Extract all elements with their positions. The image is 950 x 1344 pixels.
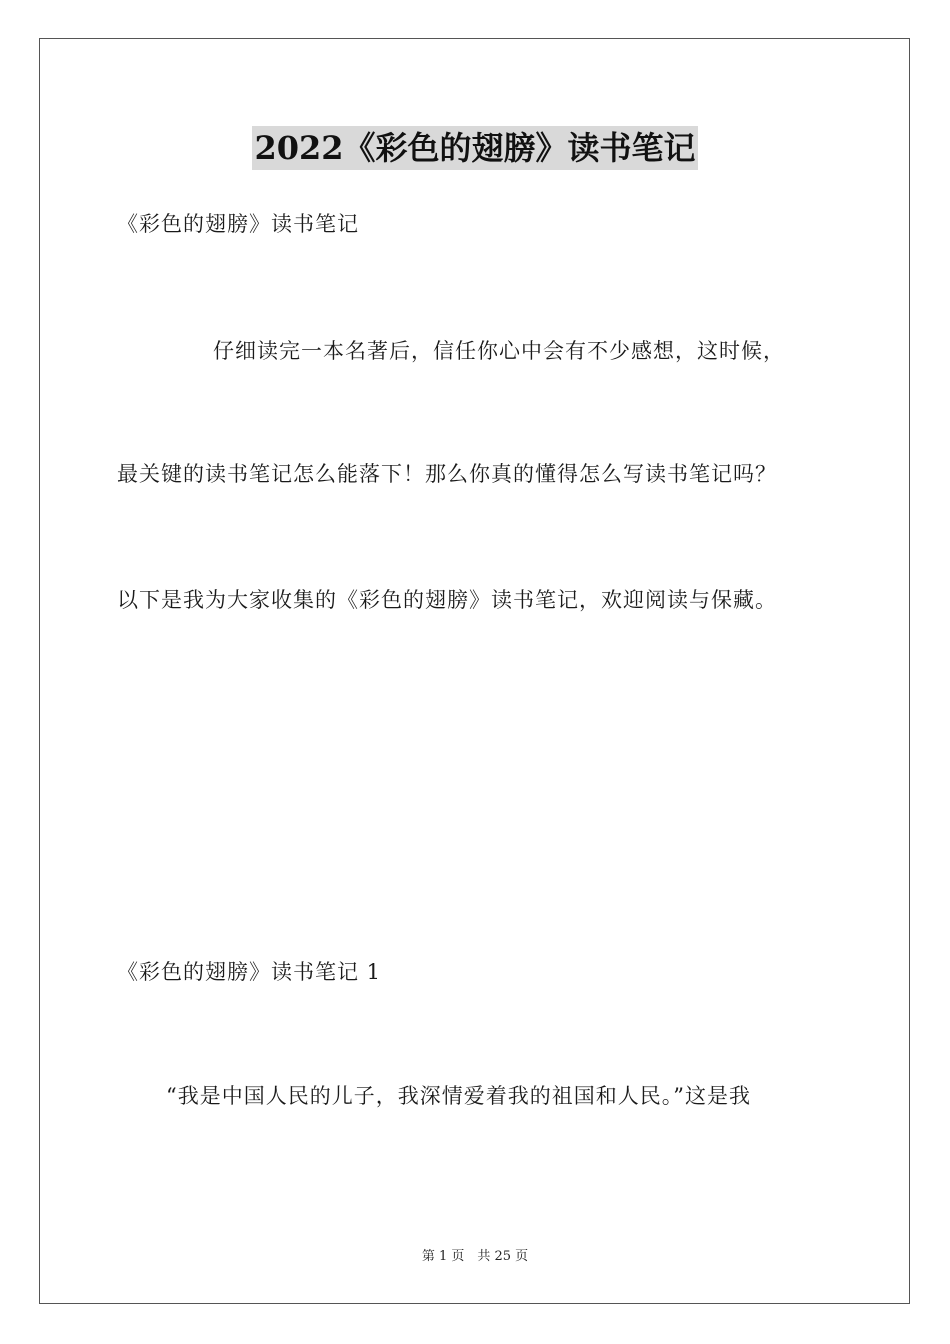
intro-line-2: 最关键的读书笔记怎么能落下！那么你真的懂得怎么写读书笔记吗？ (117, 462, 777, 486)
intro-line-3: 以下是我为大家收集的《彩色的翅膀》读书笔记，欢迎阅读与保藏。 (117, 588, 777, 612)
document-subtitle: 《彩色的翅膀》读书笔记 (117, 212, 359, 236)
intro-line-1: 仔细读完一本名著后，信任你心中会有不少感想，这时候， (213, 339, 785, 363)
section-line-1: “我是中国人民的儿子，我深情爱着我的祖国和人民。”这是我 (166, 1084, 751, 1108)
title-container (0, 126, 950, 170)
page-footer: 第 1 页 共 25 页 (421, 1249, 529, 1264)
section-heading: 《彩色的翅膀》读书笔记 1 (117, 960, 382, 984)
document-title: 2022《彩色的翅膀》读书笔记 (252, 126, 697, 170)
